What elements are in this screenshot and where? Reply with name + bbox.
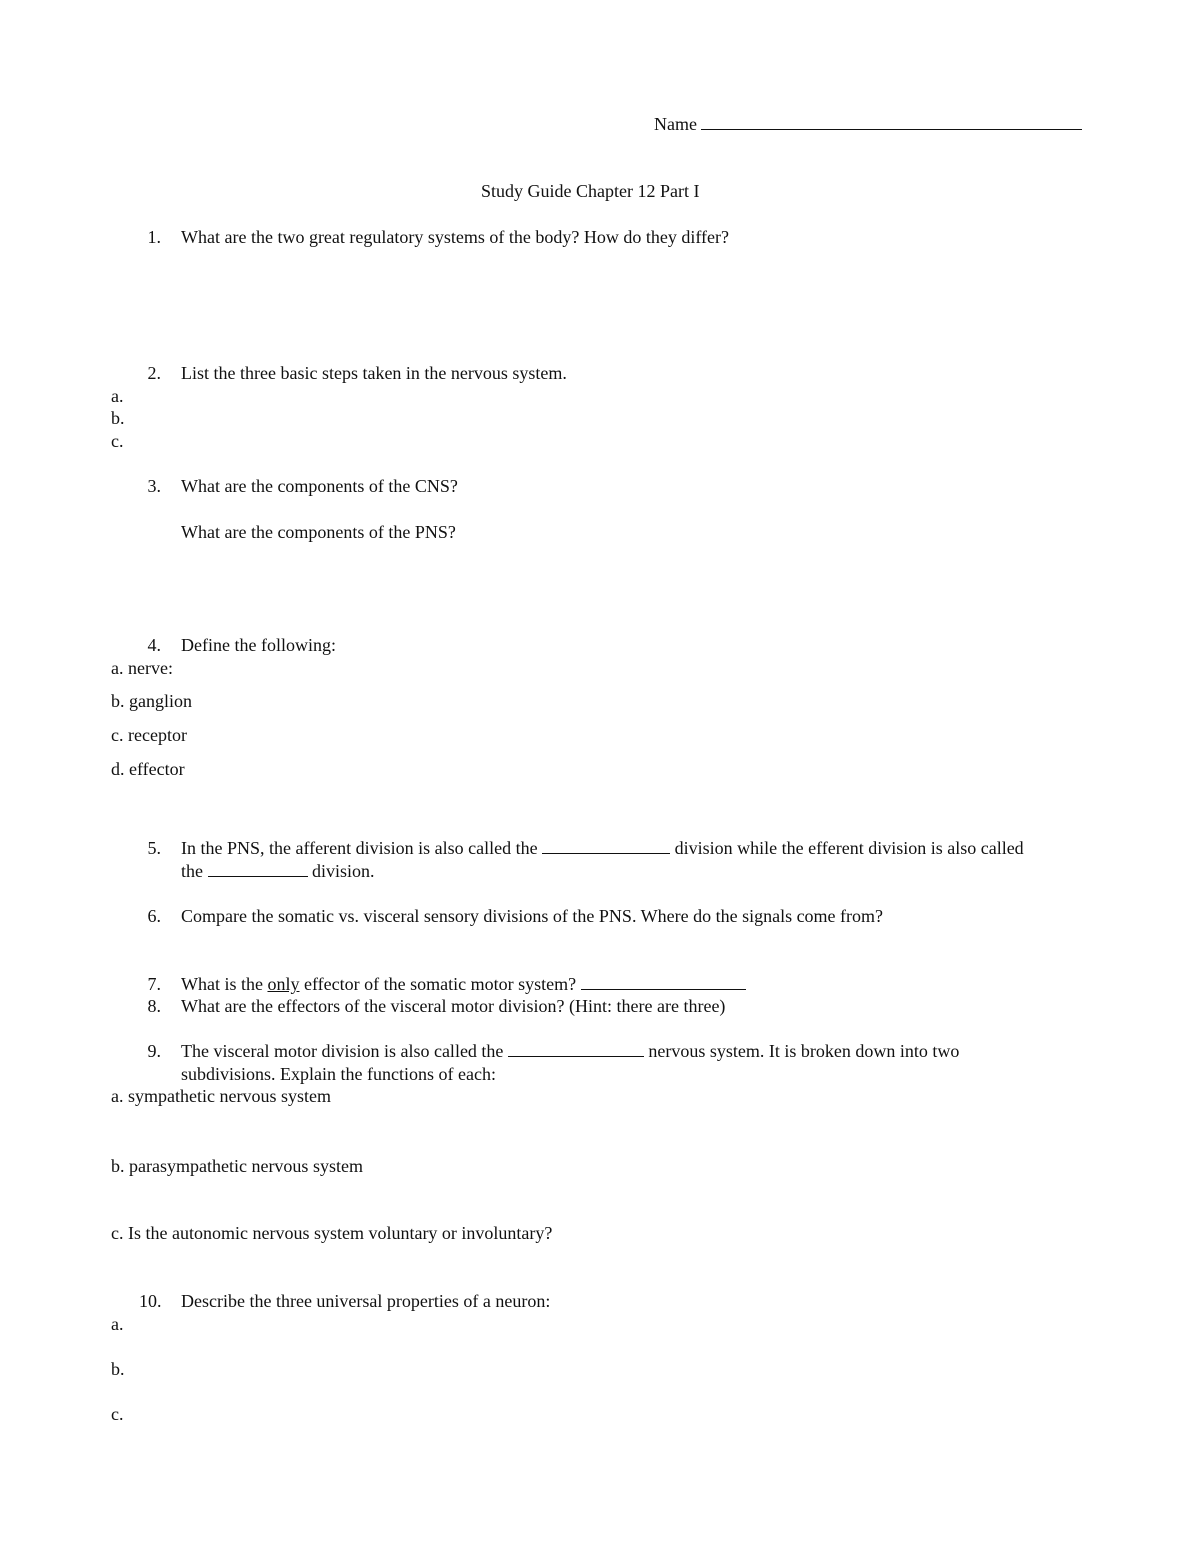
question-5-part-2: division while the efferent division is also called bbox=[674, 838, 1024, 858]
question-2-text: List the three basic steps taken in the nervous system. bbox=[181, 363, 567, 383]
question-5-line-1 bbox=[181, 837, 1024, 859]
question-4-number: 4. bbox=[147, 635, 161, 655]
question-10-text: Describe the three universal properties of a neuron: bbox=[181, 1291, 551, 1311]
name-blank[interactable] bbox=[701, 113, 1082, 130]
question-9-item-b: b. parasympathetic nervous system bbox=[111, 1156, 363, 1176]
question-9-number: 9. bbox=[147, 1041, 161, 1061]
question-5-part-3: the bbox=[181, 861, 203, 881]
question-4-text: Define the following: bbox=[181, 635, 336, 655]
question-5-line-2 bbox=[181, 860, 375, 882]
question-8-number: 8. bbox=[147, 996, 161, 1016]
question-9-item-c: c. Is the autonomic nervous system voluntary or involuntary? bbox=[111, 1223, 553, 1243]
name-label: Name bbox=[654, 114, 697, 134]
question-9-part-2: nervous system. It is broken down into two bbox=[648, 1041, 960, 1061]
question-3-number: 3. bbox=[147, 476, 161, 496]
question-4-item-a: a. nerve: bbox=[111, 658, 173, 678]
question-10-item-b: b. bbox=[111, 1359, 125, 1379]
question-7-line bbox=[181, 973, 746, 995]
question-7-pre: What is the bbox=[181, 974, 263, 994]
question-6-number: 6. bbox=[147, 906, 161, 926]
question-2-item-a: a. bbox=[111, 386, 124, 406]
question-10-number: 10. bbox=[139, 1291, 162, 1311]
question-3-text-pns: What are the components of the PNS? bbox=[181, 522, 456, 542]
question-9-line-2: subdivisions. Explain the functions of each: bbox=[181, 1064, 496, 1084]
question-7-post: effector of the somatic motor system? bbox=[304, 974, 577, 994]
question-6-text: Compare the somatic vs. visceral sensory divisions of the PNS. Where do the signals come from? bbox=[181, 906, 884, 926]
question-5-part-1: In the PNS, the afferent division is also called the bbox=[181, 838, 538, 858]
motor-division-blank[interactable] bbox=[208, 860, 308, 877]
question-5-number: 5. bbox=[147, 838, 161, 858]
visceral-motor-blank[interactable] bbox=[508, 1040, 644, 1057]
sensory-division-blank[interactable] bbox=[542, 837, 670, 854]
question-4-item-d: d. effector bbox=[111, 759, 185, 779]
question-5-part-4: division. bbox=[312, 861, 375, 881]
question-1-number: 1. bbox=[147, 227, 161, 247]
question-4-item-c: c. receptor bbox=[111, 725, 187, 745]
page-title: Study Guide Chapter 12 Part I bbox=[481, 181, 700, 201]
question-10-item-a: a. bbox=[111, 1314, 124, 1334]
somatic-effector-blank[interactable] bbox=[581, 973, 746, 990]
question-4-item-b: b. ganglion bbox=[111, 691, 192, 711]
question-7-number: 7. bbox=[147, 974, 161, 994]
question-1-text: What are the two great regulatory systems of the body? How do they differ? bbox=[181, 227, 729, 247]
question-7-emphasis: only bbox=[267, 974, 300, 994]
question-2-item-b: b. bbox=[111, 408, 125, 428]
question-10-item-c: c. bbox=[111, 1404, 124, 1424]
question-3-text: What are the components of the CNS? bbox=[181, 476, 458, 496]
question-2-number: 2. bbox=[147, 363, 161, 383]
question-9-line-1 bbox=[181, 1040, 959, 1062]
question-9-item-a: a. sympathetic nervous system bbox=[111, 1086, 331, 1106]
name-field bbox=[654, 113, 1082, 135]
question-9-part-1: The visceral motor division is also called the bbox=[181, 1041, 504, 1061]
question-8-text: What are the effectors of the visceral motor division? (Hint: there are three) bbox=[181, 996, 726, 1016]
question-2-item-c: c. bbox=[111, 431, 124, 451]
